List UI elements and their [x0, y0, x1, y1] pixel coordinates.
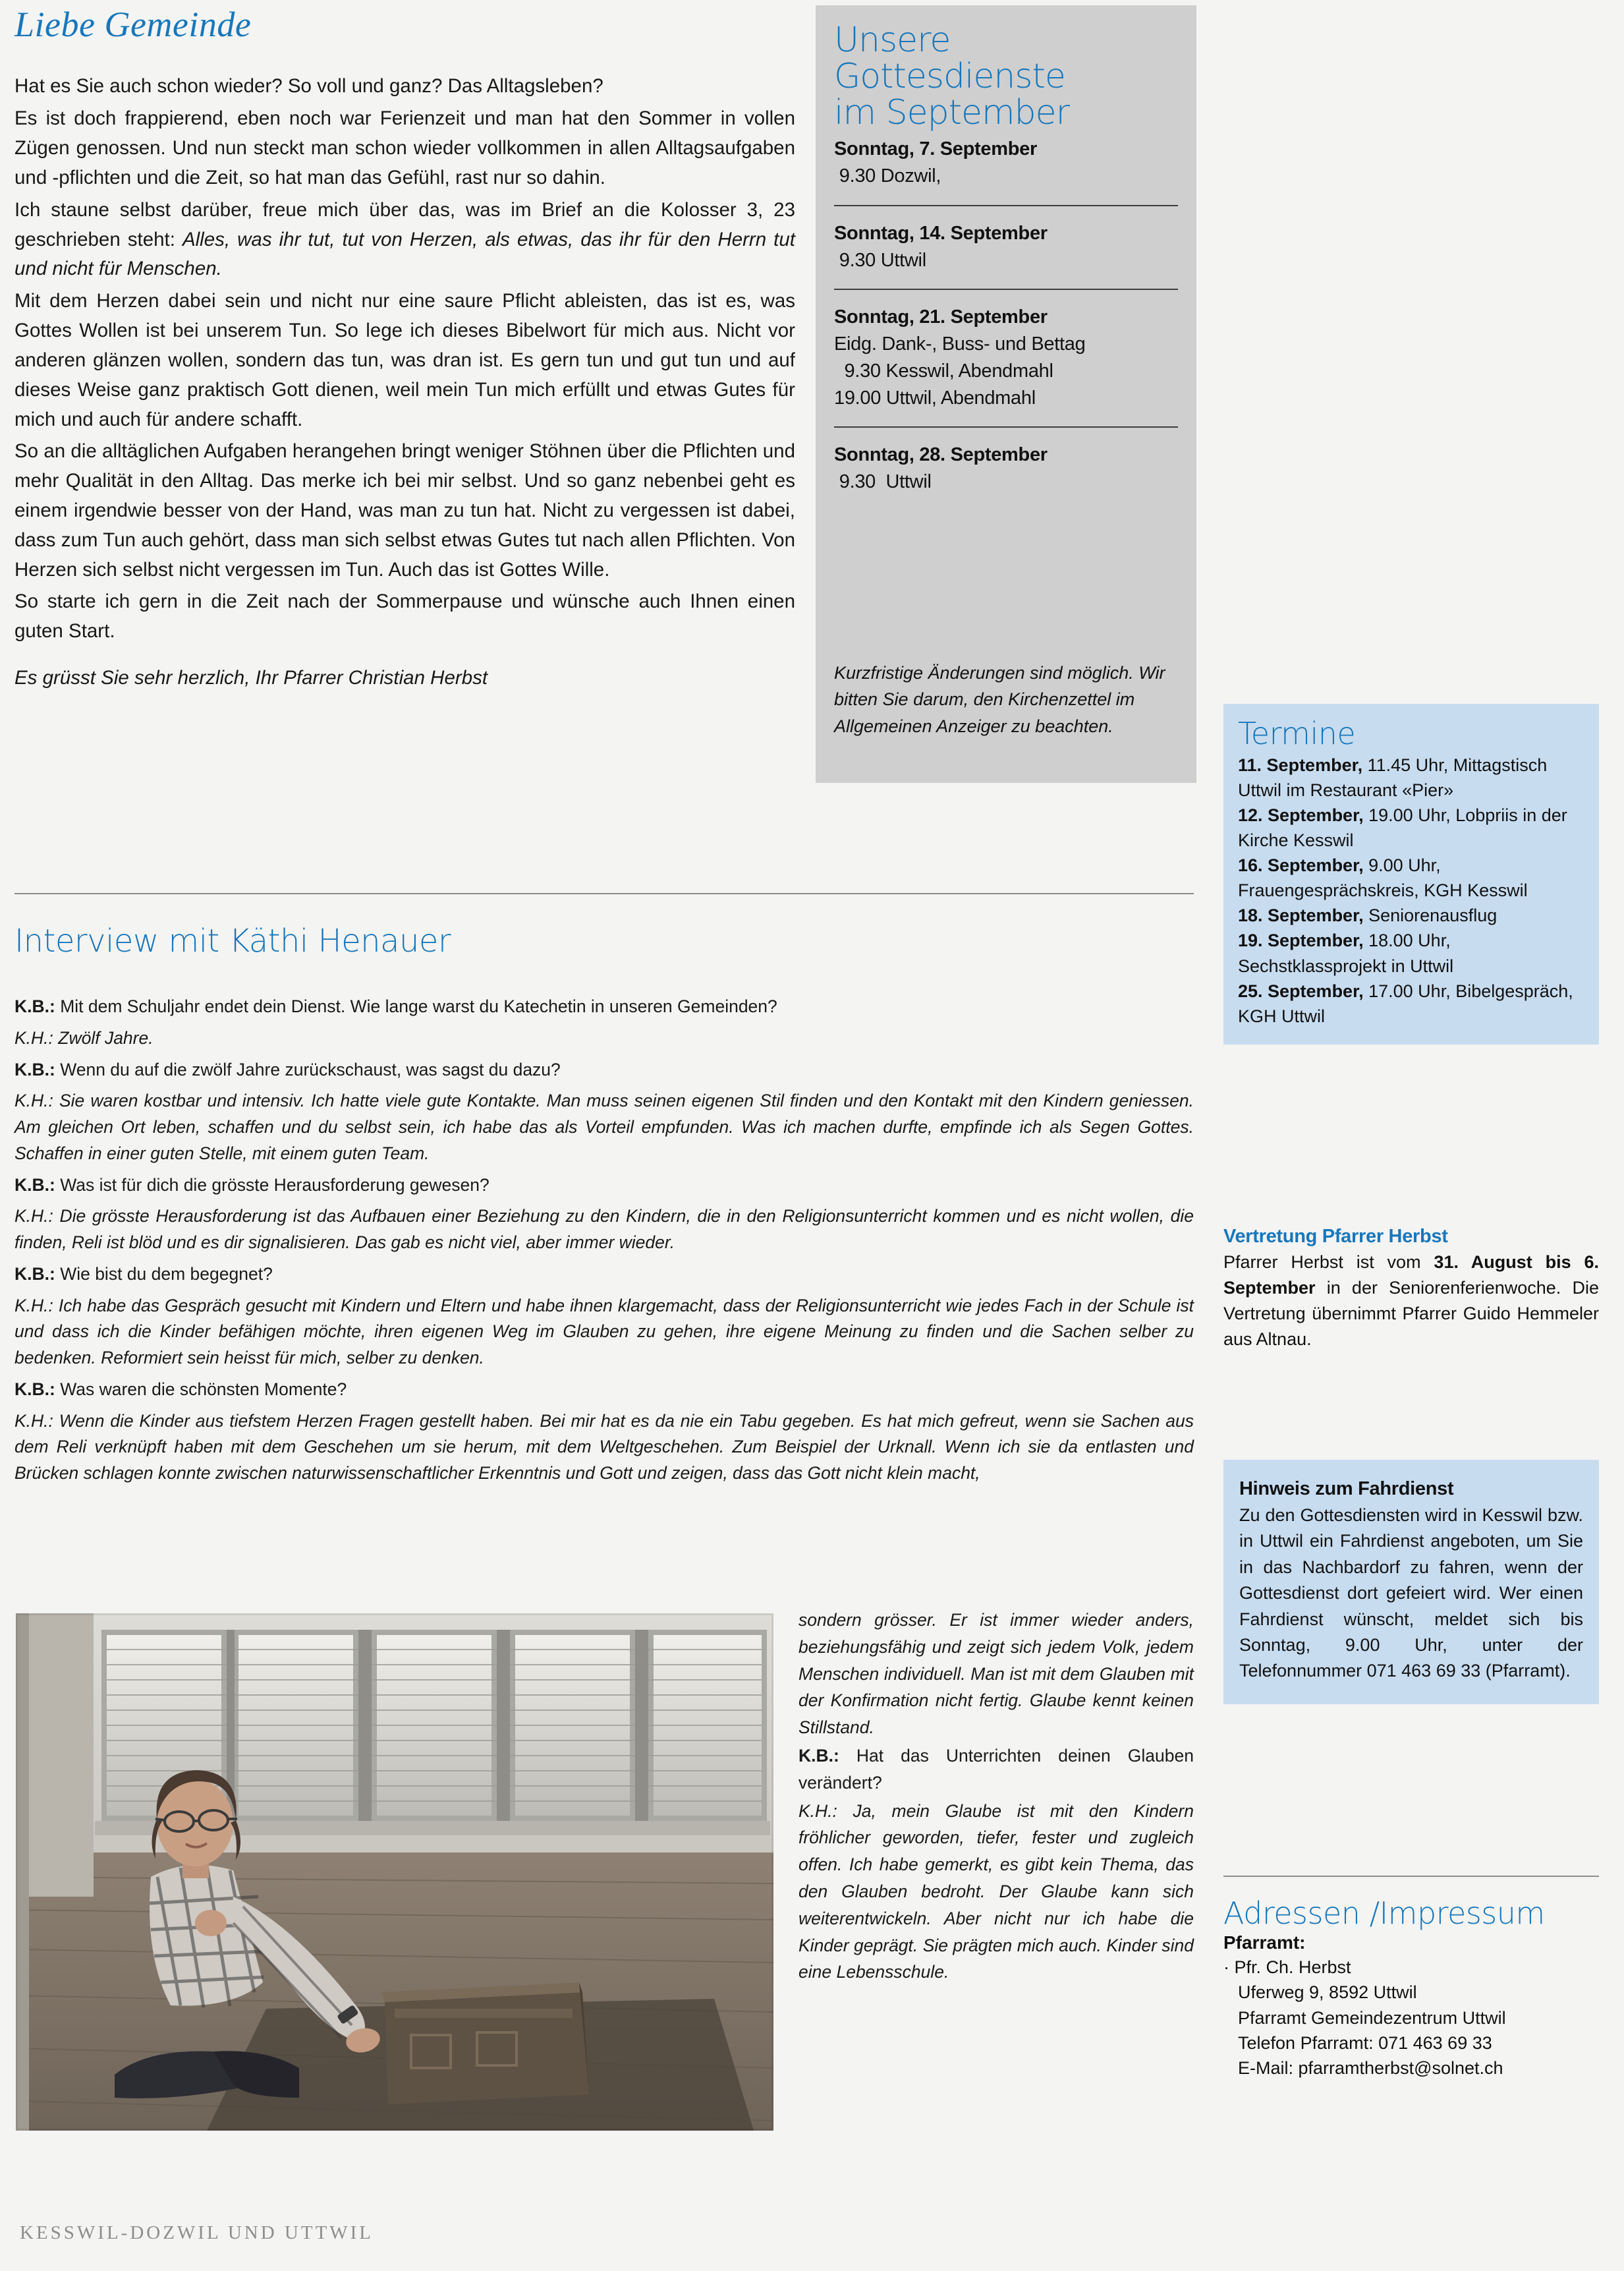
vertretung-title: Vertretung Pfarrer Herbst [1223, 1226, 1448, 1247]
termine-text: 17.00 Uhr, Bibelgespräch, KGH Uttwil [1238, 981, 1573, 1026]
service-entry [834, 135, 1178, 190]
interview-title: Interview mit Käthi Henauer [14, 923, 451, 960]
speaker-label: K.B.: [14, 1174, 55, 1195]
interview-turn [798, 1798, 1194, 1986]
termine-text: 9.00 Uhr, Frauengesprächskreis, KGH Kesswil [1238, 855, 1528, 901]
bible-lead: Ich staune selbst darüber, freue mich über das, was im Brief an die Kolosser 3, 23 geschrieben steht: [14, 198, 795, 250]
interview-turn [14, 1088, 1194, 1166]
speaker-label: K.B.: [14, 1059, 55, 1079]
footer-text: KESSWIL-DOZWIL UND UTTWIL [20, 2222, 374, 2243]
list-item: Uferweg 9, 8592 Uttwil [1238, 1982, 1417, 2003]
speaker-label: K.B.: [14, 1263, 55, 1284]
termine-box [1223, 704, 1599, 1045]
termine-text: 19.00 Uhr, Lobpriis in der Kirche Kesswil [1238, 805, 1567, 851]
termine-item [1238, 979, 1584, 1029]
speaker-label: K.B.: [14, 996, 55, 1016]
turn-text: Wenn die Kinder aus tiefstem Herzen Fragen gestellt haben. Bei mir hat es da nie ein Tabu gegeben. Es hat mich gefreut, wenn sie Sachen aus dem Reli verknüpft haben mit dem Geschehen um sie herum, mit dem Weltgeschehen. Zum Beispiel der Urknall. Wenn ich sie da entlasten und Brücken schlagen konnte zwischen naturwissenschaftlicher Erkenntnis und Gott und zeigen, dass das Gott nicht klein macht, [14, 1410, 1194, 1483]
services-title-line1: Unsere Gottesdienste [834, 20, 1065, 97]
service-line: 9.30 Uttwil [834, 249, 926, 271]
termine-title: Termine [1238, 716, 1356, 751]
services-title-line2: im September [834, 93, 1070, 133]
termine-item [1238, 753, 1584, 803]
list-item: Pfarramt Gemeindezentrum Uttwil [1238, 2007, 1506, 2028]
interview-turn [14, 994, 1194, 1020]
letter-paragraph: So starte ich gern in die Zeit nach der Sommerpause und wünsche auch Ihnen einen guten Start. [14, 590, 795, 643]
service-line: 9.30 Uttwil [834, 471, 932, 493]
letter-paragraph: Mit dem Herzen dabei sein und nicht nur eine saure Pflicht ableisten, das ist es, was Gottes Wollen ist bei unserem Tun. So lege ich dieses Bibelwort für mich aus. Nicht vor anderen glänzen wollen, sondern das tun, was dran ist. Es gern tun und gut tun und auf dieses Weise ganz praktisch Gott dienen, weil mein Tun mich erfüllt und etwas Gutes für mich und auch für andere schafft. [14, 290, 795, 430]
speaker-label: K.B.: [14, 1379, 55, 1399]
speaker-label: K.H.: [798, 1800, 837, 1821]
service-entry [834, 441, 1178, 496]
adressen-section [1223, 1895, 1619, 2081]
interview-turn [14, 1261, 1194, 1288]
service-line: Eidg. Dank-, Buss- und Bettag [834, 333, 1086, 355]
page-title: Liebe Gemeinde [14, 5, 252, 44]
list-item: · Pfr. Ch. Herbst [1223, 1957, 1351, 1977]
service-date: Sonntag, 28. September [834, 444, 1048, 466]
termine-text: Seniorenausflug [1363, 906, 1498, 926]
list-item: E-Mail: pfarramtherbst@solnet.ch [1238, 2058, 1503, 2079]
interview-body [14, 994, 1194, 1487]
services-note: Kurzfristige Änderungen sind möglich. Wir bitten Sie darum, den Kirchenzettel im Allgemeinen Anzeiger zu beachten. [834, 662, 1165, 736]
termine-item [1238, 803, 1584, 853]
bible-quote: Alles, was ihr tut, tut von Herzen, als etwas, das ihr für den Herrn tut und nicht für Menschen. [14, 228, 795, 280]
vertretung-text-2: in der Seniorenferienwoche. Die Vertretung übernimmt Pfarrer Guido Hemmeler aus Altnau. [1223, 1277, 1599, 1349]
service-line: 19.00 Uttwil, Abendmahl [834, 388, 1036, 409]
termine-date: 11. September, [1238, 755, 1363, 775]
termine-date: 12. September, [1238, 805, 1364, 826]
letter-paragraph: So an die alltäglichen Aufgaben herangehen bringt weniger Stöhnen über die Pflichten und mehr Qualität in den Alltag. Das merke ich bei mir selbst. Und so ganz nebenbei geht es einem irgendwie besser von der Hand, was man zu tun hat. Nicht zu vergessen ist dabei, dass zum Tun auch gehört, dass man sich selbst etwas Gutes tut nach allen Pflichten. Von Herzen sich selbst nicht vergessen im Tun. Auch das ist Gottes Wille. [14, 440, 795, 581]
letter-paragraph: Hat es Sie auch schon wieder? So voll und ganz? Das Alltagsleben? [14, 75, 603, 98]
turn-text: sondern grösser. Er ist immer wieder anders, beziehungsfähig und zeigt sich jedem Volk, jedem Menschen individuell. Man ist mit dem Glauben mit der Konfirmation nicht fertig. Glaube kennt keinen Stillstand. [798, 1610, 1194, 1738]
interview-photo [16, 1613, 773, 2131]
service-separator [834, 289, 1178, 290]
turn-text: Zwölf Jahre. [53, 1027, 154, 1048]
speaker-label: K.H.: [14, 1027, 53, 1048]
speaker-label: K.H.: [14, 1410, 53, 1431]
interview-turn [798, 1607, 1194, 1741]
interview-wrap-column [798, 1607, 1194, 1987]
interview-turn [14, 1408, 1194, 1487]
service-entry [834, 303, 1178, 413]
service-entry [834, 219, 1178, 274]
interview-section [14, 923, 1194, 1492]
service-separator [834, 426, 1178, 428]
termine-text: 11.45 Uhr, Mittagstisch Uttwil im Restaurant «Pier» [1238, 755, 1548, 801]
turn-text: Wenn du auf die zwölf Jahre zurückschaust, was sagst du dazu? [55, 1059, 561, 1079]
speaker-label: K.B.: [798, 1745, 839, 1766]
fahrdienst-text: Zu den Gottesdiensten wird in Kesswil bzw. in Uttwil ein Fahrdienst angeboten, um Sie in das Nachbardorf zu fahren, wenn der Gottesdienst dort gefeiert wird. Wer einen Fahrdienst wünscht, meldet sich bis Sonntag, 9.00 Uhr, unter der Telefonnummer 071 463 69 33 (Pfarramt). [1239, 1505, 1583, 1681]
service-separator [834, 205, 1178, 206]
interview-turn [14, 1172, 1194, 1199]
turn-text: Mit dem Schuljahr endet dein Dienst. Wie lange warst du Katechetin in unseren Gemeinden? [55, 996, 777, 1016]
list-item: Telefon Pfarramt: 071 463 69 33 [1238, 2032, 1492, 2053]
service-date: Sonntag, 14. September [834, 222, 1048, 244]
adressen-list [1223, 1955, 1619, 2081]
letter-signature: Es grüsst Sie sehr herzlich, Ihr Pfarrer Christian Herbst [14, 667, 488, 689]
turn-text: Was waren die schönsten Momente? [55, 1379, 347, 1399]
termine-item [1238, 853, 1584, 903]
termine-date: 16. September, [1238, 855, 1364, 876]
speaker-label: K.H.: [14, 1295, 53, 1315]
section-divider [14, 893, 1194, 894]
interview-turn [14, 1057, 1194, 1083]
fahrdienst-title: Hinweis zum Fahrdienst [1239, 1478, 1454, 1499]
vertretung-dates: 31. August bis 6. September [1223, 1252, 1599, 1298]
turn-text: Sie waren kostbar und intensiv. Ich hatte viele gute Kontakte. Man muss seinen eigenen Stil finden und den Kontakt mit den Kindern geniessen. Am gleichen Ort leben, schaffen und du selbst sein, ich habe das als Vorteil empfunden. Was ich machen durfte, empfinde ich als Segen Gottes. Schaffen in einer guten Stelle, mit einem guten Team. [14, 1091, 1194, 1163]
service-line: 9.30 Dozwil, [834, 165, 941, 187]
vertretung-text-1: Pfarrer Herbst ist vom [1223, 1252, 1434, 1272]
termine-item [1238, 903, 1584, 928]
adressen-divider [1223, 1876, 1599, 1877]
photo-graphic [16, 1613, 773, 2131]
vertretung-text [1223, 1250, 1599, 1352]
termine-text: 18.00 Uhr, Sechstklassprojekt in Uttwil [1238, 931, 1454, 976]
interview-turn [14, 1025, 1194, 1052]
letter-paragraph: Es ist doch frappierend, eben noch war Ferienzeit und man hat den Sommer in vollen Zügen genossen. Und nun steckt man schon wieder vollkommen in allen Alltagsaufgaben und -pflichten und die Zeit, so hat man das Gefühl, rast nur so dahin. [14, 107, 795, 188]
interview-turn [14, 1377, 1194, 1403]
pastoral-letter [14, 5, 795, 696]
service-date: Sonntag, 21. September [834, 306, 1048, 328]
termine-date: 25. September, [1238, 981, 1364, 1001]
interview-turn [798, 1742, 1194, 1797]
termine-item [1238, 928, 1584, 978]
interview-turn [14, 1203, 1194, 1256]
adressen-title: Adressen /Impressum [1223, 1895, 1545, 1931]
adressen-subtitle: Pfarramt: [1223, 1932, 1306, 1953]
turn-text: Was ist für dich die grösste Herausforderung gewesen? [55, 1174, 490, 1195]
turn-text: Ja, mein Glaube ist mit den Kindern fröhlicher geworden, tiefer, fester und zugleich offen. Ich habe gemerkt, es gibt kein Thema, das den Glauben bedroht. Der Glaube kann sich weiterentwickeln. Aber nicht nur ich habe die Kinder geprägt. Sie prägten mich auch. Kinder sind eine Lebensschule. [798, 1800, 1194, 1982]
termine-date: 18. September, [1238, 906, 1364, 926]
termine-date: 19. September, [1238, 931, 1364, 951]
turn-text: Wie bist du dem begegnet? [55, 1263, 273, 1284]
turn-text: Ich habe das Gespräch gesucht mit Kindern und Eltern und habe ihnen klargemacht, dass der Religionsunterricht wie jedes Fach in der Schule ist und dass ich die Kinder befähigen möchte, ihren eigenen Weg im Glauben zu gehen, ihre eigene Meinung zu finden und die Sachen selber zu bedenken. Reformiert sein heisst für mich, selber zu denken. [14, 1295, 1194, 1367]
service-line: 9.30 Kesswil, Abendmahl [834, 360, 1053, 382]
fahrdienst-box [1223, 1460, 1599, 1704]
interview-turn [14, 1293, 1194, 1371]
speaker-label: K.H.: [14, 1206, 53, 1226]
service-date: Sonntag, 7. September [834, 138, 1037, 160]
turn-text: Die grösste Herausforderung ist das Aufbauen einer Beziehung zu den Kindern, die in den Religionsunterricht kommen und es nicht wollen, die finden, Reli ist blöd und es dir signalisieren. Das gab es nicht viel, aber immer wieder. [14, 1206, 1194, 1252]
letter-paragraph-bible [14, 196, 795, 284]
turn-text: Hat das Unterrichten deinen Glauben verändert? [798, 1745, 1194, 1793]
speaker-label: K.H.: [14, 1091, 53, 1111]
services-title [834, 22, 1178, 131]
vertretung-section [1223, 1226, 1599, 1352]
services-box [816, 5, 1196, 783]
